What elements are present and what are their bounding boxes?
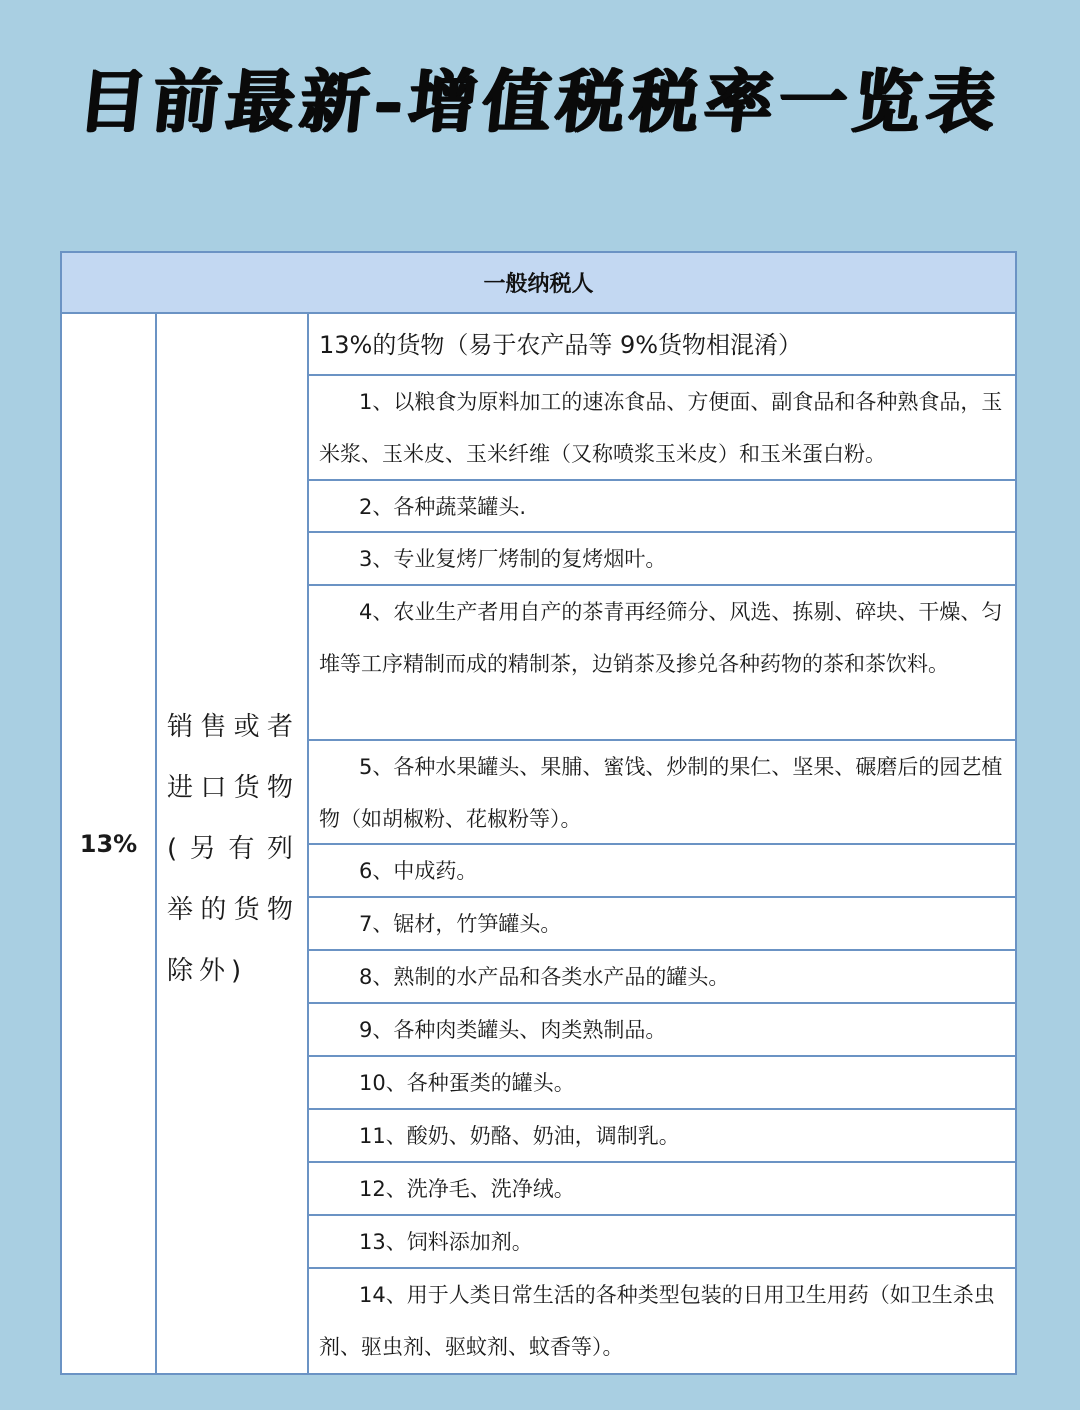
table-header-general-taxpayer: 一般纳税人 [62,253,1015,314]
list-item: 13、饲料添加剂。 [309,1216,1015,1269]
page-title: 目前最新-增值税税率一览表 [74,62,1005,142]
list-item: 14、用于人类日常生活的各种类型包装的日用卫生用药（如卫生杀虫剂、驱虫剂、驱蚊剂、蚊香等）。 [319,1283,995,1359]
list-item: 6、中成药。 [309,845,1015,898]
list-item: 12、洗净毛、洗净绒。 [309,1163,1015,1216]
list-item: 10、各种蛋类的罐头。 [309,1057,1015,1110]
list-item: 1、以粮食为原料加工的速冻食品、方便面、副食品和各种熟食品，玉米浆、玉米皮、玉米纤维（又称喷浆玉米皮）和玉米蛋白粉。 [309,376,1015,481]
goods-list-header: 13%的货物（易于农产品等 9%货物相混淆） [309,314,1015,376]
category-text: 销售或者进口货物(另有列举的货物除外) [167,712,299,986]
goods-list [309,314,1015,1373]
list-item: 11、酸奶、奶酪、奶油，调制乳。 [309,1110,1015,1163]
list-item: 5、各种水果罐头、果脯、蜜饯、炒制的果仁、坚果、碾磨后的园艺植物（如胡椒粉、花椒粉等）。 [309,741,1015,845]
list-item: 8、熟制的水产品和各类水产品的罐头。 [309,951,1015,1004]
list-item: 4、农业生产者用自产的茶青再经筛分、风选、拣剔、碎块、干燥、匀堆等工序精制而成的精制茶，边销茶及掺兑各种药物的茶和茶饮料。 [309,586,1015,741]
list-item: 9、各种肉类罐头、肉类熟制品。 [309,1004,1015,1057]
list-item: 3、专业复烤厂烤制的复烤烟叶。 [309,533,1015,586]
list-item: 7、锯材，竹笋罐头。 [309,898,1015,951]
category-cell [157,314,309,1373]
list-item: 2、各种蔬菜罐头. [309,481,1015,533]
vat-rate-table [60,251,1017,1375]
rate-cell: 13% [62,314,157,1373]
